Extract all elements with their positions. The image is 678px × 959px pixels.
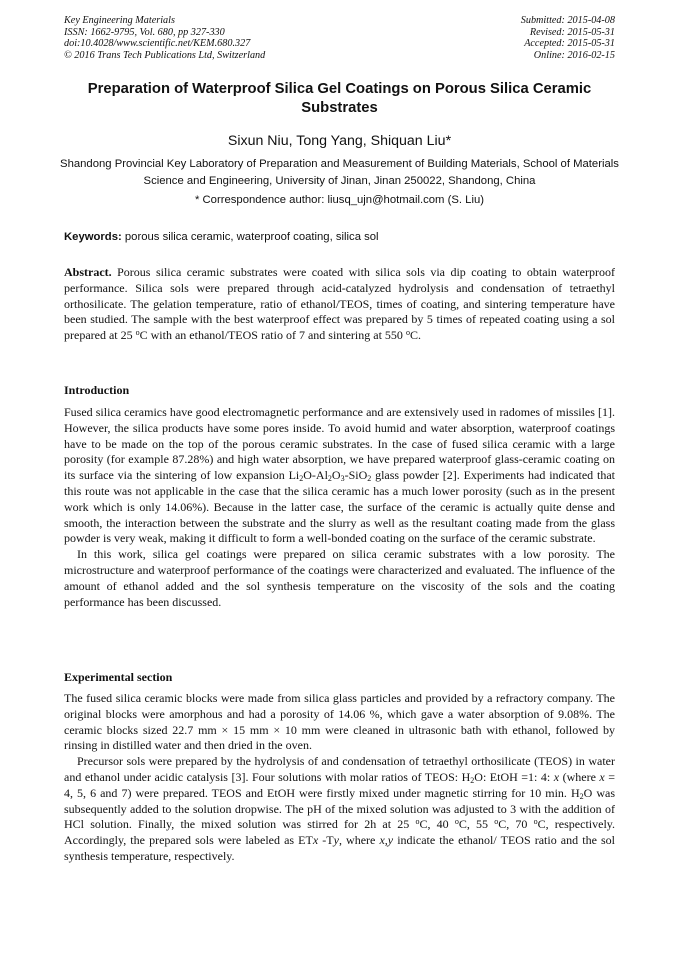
intro-text-c: O — [331, 468, 341, 483]
intro-text-a: Fused silica ceramics have good electromagnetic performance and are extensively used in radomes of missiles [1]. However, the silica products have some pores inside. To avoid humid and water absorption, waterproof coatings have to be made on the top of the porous ceramic substrates. In the case of fused silica ceramic with a large porosity (for example 87.28%) and high water absorption, we have prepared waterproof glass-ceramic coating on its surface via the sintering of low expansion Li — [64, 405, 615, 483]
subscript: 3 — [340, 474, 345, 484]
author-list: Sixun Niu, Tong Yang, Shiquan Liu* — [227, 133, 452, 149]
accepted-date: Accepted: 2015-05-31 — [524, 38, 615, 49]
abstract-label: Abstract. — [64, 265, 112, 279]
exp-text: C, 55 — [458, 817, 495, 832]
issn-line: ISSN: 1662-9795, Vol. 680, pp 327-330 — [64, 26, 225, 38]
introduction-heading: Introduction — [64, 383, 130, 397]
exp-text: C, respectively. Accordingly, the prepared sols were labeled as ET — [64, 817, 615, 848]
submitted-date: Submitted: 2015-04-08 — [520, 15, 615, 26]
exp-text: , where — [338, 833, 380, 848]
experimental-body — [64, 691, 615, 865]
exp-text: = 4, 5, 6 and 7) were prepared. TEOS and EtOH were firstly mixed under magnetic stirring for 10 min. H — [64, 769, 616, 800]
subscript: 2 — [299, 474, 304, 484]
correspondence: * Correspondence author: liusq_ujn@hotmail.com (S. Liu) — [194, 194, 484, 206]
intro-text-d: -SiO — [344, 468, 368, 483]
exp-text: C, 40 — [419, 817, 455, 832]
abstract-paragraph — [64, 265, 615, 344]
copyright-line: © 2016 Trans Tech Publications Ltd, Switzerland — [64, 49, 266, 61]
degree-sup: o — [405, 328, 410, 338]
intro-paragraph-1 — [64, 405, 615, 547]
exp-text: indicate the ethanol/ TEOS ratio and the sol synthesis temperature, respectively. — [64, 833, 616, 863]
subscript: 2 — [327, 474, 332, 484]
degree-sup: o — [533, 817, 538, 827]
abstract-text-2: C with an ethanol/TEOS ratio of 7 and sintering at 550 — [139, 328, 406, 343]
intro-text-b: O-Al — [303, 468, 328, 483]
degree-sup: o — [454, 817, 459, 827]
revised-date: Revised: 2015-05-31 — [529, 26, 615, 38]
subscript: 2 — [470, 775, 475, 785]
degree-sup: o — [135, 328, 140, 338]
variable-x: x — [553, 769, 560, 784]
journal-info — [64, 15, 265, 61]
journal-name: Key Engineering Materials — [64, 15, 175, 26]
exp-paragraph-2 — [64, 754, 615, 865]
abstract-text-1: Porous silica ceramic substrates were coated with silica sols via dip coating to obtain waterproof performance. Silica sols were prepared through acid-catalyzed hydrolysis and condensation of tetraethyl orthosilicate. The gelation temperature, ratio of ethanol/TEOS, times of coating, and sintering temperature have been studied. The sample with the best waterproof effect was prepared by 5 times of repeated coating using a sol prepared at 25 — [64, 265, 615, 343]
affiliation: Shandong Provincial Key Laboratory of Preparation and Measurement of Building Materials, School of Materials Science and Engineering, University of Jinan, Jinan 250022, Shandong, China — [60, 158, 619, 187]
exp-text: O: EtOH =1: 4: — [474, 769, 554, 784]
abstract — [64, 265, 615, 344]
exp-text: O was subsequently added to the solution dropwise. The pH of the mixed solution was adjusted to 3 with the addition of HCl solution. Finally, the mixed solution was stirred for 2h at 25 — [64, 785, 616, 832]
exp-text: Precursor sols were prepared by the hydrolysis of and condensation of tetraethyl orthosilicate (TEOS) in water and ethanol under acidic catalysis [3]. Four solutions with molar ratios of TEOS: H — [64, 754, 615, 784]
online-date: Online: 2016-02-15 — [533, 49, 615, 61]
exp-paragraph-1: The fused silica ceramic blocks were made from silica glass particles and provided by a refractory company. The original blocks were amorphous and had a porosity of 14.06 %, which gave a water absorption of 9.08%. The ceramic blocks sized 22.7 mm × 15 mm × 10 mm were cleaned in ultrasonic bath with ethanol, followed by rinsing in distilled water and then dried in the oven. — [64, 691, 615, 753]
keywords-text: porous silica ceramic, waterproof coating, silica sol — [121, 231, 379, 243]
variable-y: y — [333, 833, 339, 848]
publication-dates — [521, 15, 615, 61]
intro-text-e: glass powder [2]. Experiments had indicated that this route was not applicable in the case that the silica ceramic has a much lower porosity (such as in the present work which is only 14.06%). Because in the latter case, the surface of the ceramic is actually quite dense and smooth, the interaction between the substrate and the slurry as well as the resultant coating made from the glass powder is very weak, making it difficult to form a well-bonded coating on the surface of the ceramic substrate. — [64, 468, 616, 546]
abstract-text-3: C. — [409, 328, 421, 343]
doi-line[interactable]: doi:10.4028/www.scientific.net/KEM.680.327 — [64, 38, 251, 49]
variable-x: x — [599, 769, 605, 784]
degree-sup: o — [415, 817, 420, 827]
keywords — [64, 230, 615, 245]
exp-text: -T — [318, 833, 334, 848]
variable-x: x — [312, 833, 319, 848]
degree-sup: o — [494, 817, 499, 827]
paper-title: Preparation of Waterproof Silica Gel Coatings on Porous Silica Ceramic Substrates — [87, 81, 592, 116]
exp-text: (where — [559, 769, 600, 784]
subscript: 2 — [579, 791, 584, 801]
introduction-body — [64, 405, 615, 610]
variable-xy: x,y — [379, 833, 394, 848]
exp-text: C, 70 — [498, 817, 534, 832]
experimental-heading: Experimental section — [64, 670, 173, 684]
keywords-label: Keywords: — [64, 231, 122, 243]
subscript: 2 — [367, 474, 372, 484]
intro-paragraph-2: In this work, silica gel coatings were prepared on silica ceramic substrates with a low porosity. The microstructure and waterproof performance of the coatings were characterized and evaluated. The influence of the amount of ethanol added and the sol synthesis temperature on the viscosity of the sols and the coating performance has been discussed. — [64, 547, 615, 609]
